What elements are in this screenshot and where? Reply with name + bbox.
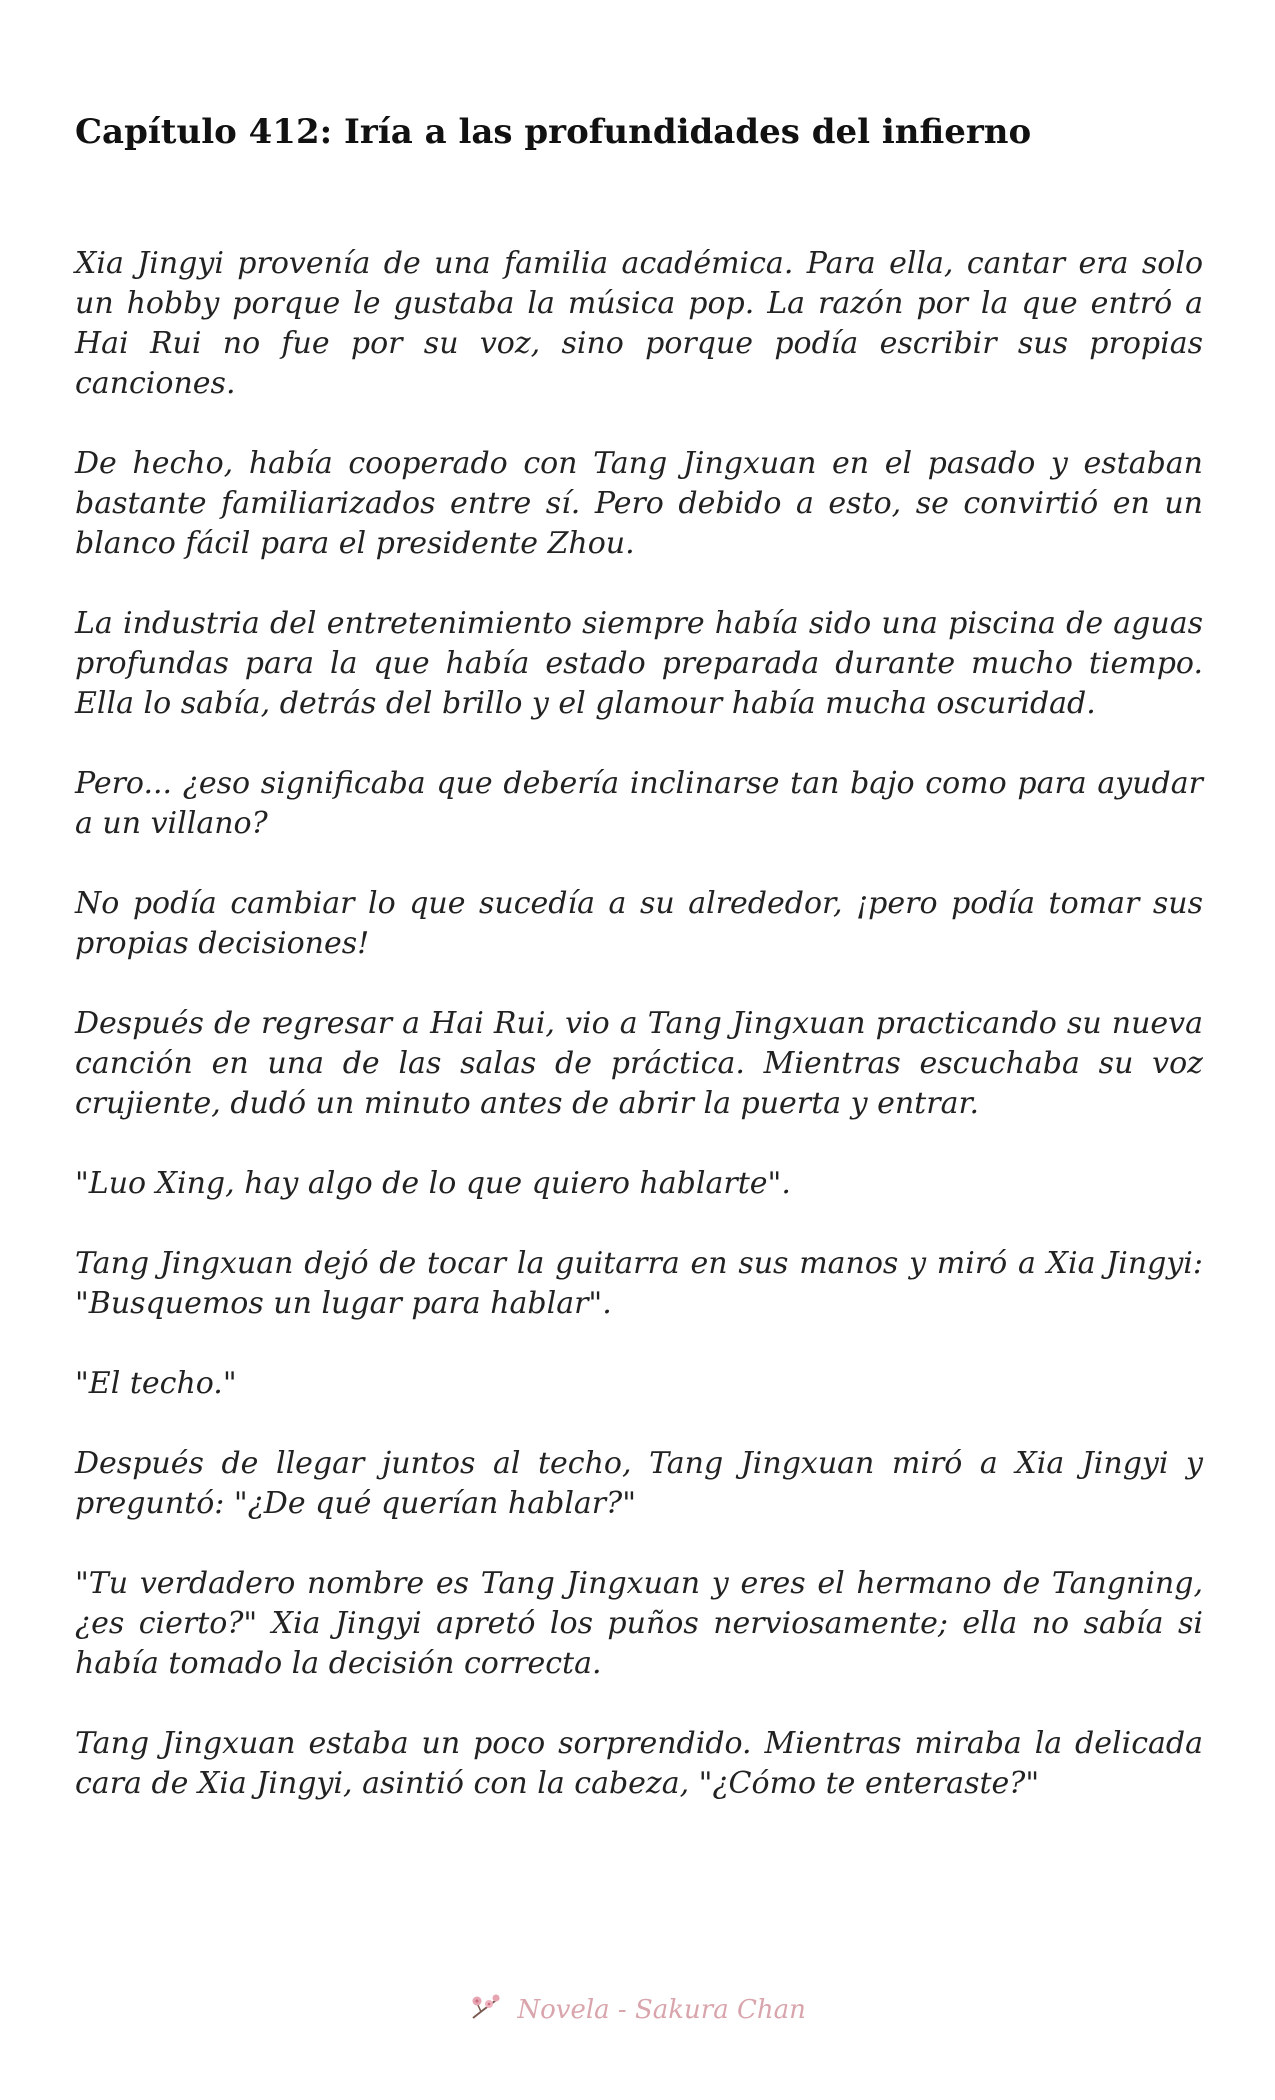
paragraph: Tang Jingxuan dejó de tocar la guitarra en sus manos y miró a Xia Jingyi: "Busquemos un lugar para hablar". xyxy=(75,1246,1203,1321)
paragraph: Tang Jingxuan estaba un poco sorprendido. Mientras miraba la delicada cara de Xia Jingyi, asintió con la cabeza, "¿Cómo te enteraste?" xyxy=(75,1726,1203,1801)
paragraph: Después de regresar a Hai Rui, vio a Tang Jingxuan practicando su nueva canción en una de las salas de práctica. Mientras escuchaba su voz crujiente, dudó un minuto antes de abrir la puerta y entrar. xyxy=(75,1006,1203,1121)
footer-watermark xyxy=(0,1992,1275,2025)
paragraph: Xia Jingyi provenía de una familia académica. Para ella, cantar era solo un hobby porque le gustaba la música pop. La razón por la que entró a Hai Rui no fue por su voz, sino porque podía escribir sus propias canciones. xyxy=(75,246,1203,401)
sakura-flower-icon xyxy=(469,1992,503,2022)
paragraph: "Tu verdadero nombre es Tang Jingxuan y eres el hermano de Tangning, ¿es cierto?" Xia Jingyi apretó los puños nerviosamente; ella no sabía si había tomado la decisión correcta. xyxy=(75,1566,1203,1681)
footer-text: Novela - Sakura Chan xyxy=(517,1995,806,2025)
paragraph: De hecho, había cooperado con Tang Jingxuan en el pasado y estaban bastante familiarizados entre sí. Pero debido a esto, se convirtió en un blanco fácil para el presidente Zhou. xyxy=(75,446,1203,561)
paragraph: "El techo." xyxy=(75,1366,237,1401)
chapter-page xyxy=(75,110,1203,1844)
paragraph: Pero... ¿eso significaba que debería inclinarse tan bajo como para ayudar a un villano? xyxy=(75,766,1203,841)
paragraph: La industria del entretenimiento siempre había sido una piscina de aguas profundas para la que había estado preparada durante mucho tiempo. Ella lo sabía, detrás del brillo y el glamour había mucha oscuridad. xyxy=(75,606,1203,721)
paragraph: Después de llegar juntos al techo, Tang Jingxuan miró a Xia Jingyi y preguntó: "¿De qué querían hablar?" xyxy=(75,1446,1203,1521)
paragraph: No podía cambiar lo que sucedía a su alrededor, ¡pero podía tomar sus propias decisiones! xyxy=(75,886,1203,961)
chapter-title: Capítulo 412: Iría a las profundidades del infierno xyxy=(75,112,1032,152)
chapter-body xyxy=(75,244,1203,1804)
paragraph: "Luo Xing, hay algo de lo que quiero hablarte". xyxy=(75,1166,791,1201)
